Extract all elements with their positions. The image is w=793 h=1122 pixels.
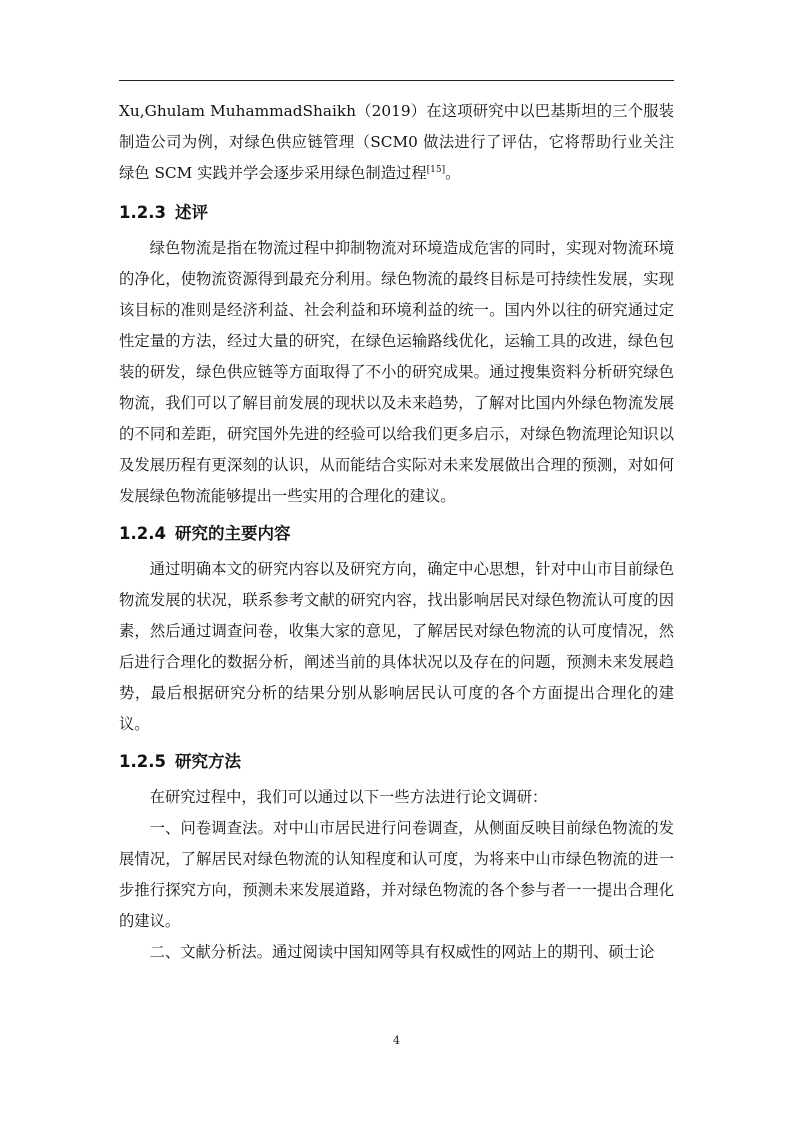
main-content-paragraph: 通过明确本文的研究内容以及研究方向，确定中心思想，针对中山市目前绿色物流发展的状况，联系参考文献的研究内容，找出影响居民对绿色物流认可度的因素，然后通过调查问卷，收集大家的意见，了解居民对绿色物流的认可度情况，然后进行合理化的数据分析，阐述当前的具体状况以及存在的问题，预测未来发展趋势，最后根据研究分析的结果分别从影响居民认可度的各个方面提出合理化的建议。 xyxy=(119,560,674,733)
method-survey-paragraph: 一、问卷调查法。对中山市居民进行问卷调查，从侧面反映目前绿色物流的发展情况，了解居民对绿色物流的认知程度和认可度，为将来中山市绿色物流的进一步推行探究方向，预测未来发展道路，并对绿色物流的各个参与者一一提出合理化的建议。 xyxy=(119,819,674,930)
header-rule xyxy=(119,80,674,81)
section-title: 述评 xyxy=(175,203,208,222)
intro-paragraph xyxy=(119,96,674,189)
page-number: 4 xyxy=(393,1034,400,1047)
intro-text: Xu,Ghulam MuhammadShaikh（2019）在这项研究中以巴基斯坦的三个服装制造公司为例，对绿色供应链管理（SCM0 做法进行了评估，它将帮助行业关注绿色 SCM 实践并学会逐步采用绿色制造过程 xyxy=(119,102,674,182)
citation-15: [15] xyxy=(426,165,446,175)
method-literature-paragraph: 二、文献分析法。通过阅读中国知网等具有权威性的网站上的期刊、硕士论 xyxy=(149,943,655,961)
section-title: 研究的主要内容 xyxy=(175,524,291,543)
section-title: 研究方法 xyxy=(175,752,241,771)
section-number: 1.2.3 xyxy=(119,203,166,222)
section-heading-1-2-3 xyxy=(119,203,674,223)
method-intro-paragraph: 在研究过程中，我们可以通过以下一些方法进行论文调研： xyxy=(149,788,548,806)
intro-end: 。 xyxy=(445,164,461,182)
page-content xyxy=(119,96,674,968)
review-paragraph: 绿色物流是指在物流过程中抑制物流对环境造成危害的同时，实现对物流环境的净化，使物流资源得到最充分利用。绿色物流的最终目标是可持续性发展，实现该目标的准则是经济利益、社会利益和环境利益的统一。国内外以往的研究通过定性定量的方法，经过大量的研究，在绿色运输路线优化，运输工具的改进，绿色包装的研发，绿色供应链等方面取得了不小的研究成果。通过搜集资料分析研究绿色物流，我们可以了解目前发展的现状以及未来趋势，了解对比国内外绿色物流发展的不同和差距，研究国外先进的经验可以给我们更多启示，对绿色物流理论知识以及发展历程有更深刻的认识，从而能结合实际对未来发展做出合理的预测，对如何发展绿色物流能够提出一些实用的合理化的建议。 xyxy=(119,239,674,505)
section-heading-1-2-5 xyxy=(119,752,674,772)
section-number: 1.2.5 xyxy=(119,752,166,771)
section-number: 1.2.4 xyxy=(119,524,166,543)
section-heading-1-2-4 xyxy=(119,524,674,544)
